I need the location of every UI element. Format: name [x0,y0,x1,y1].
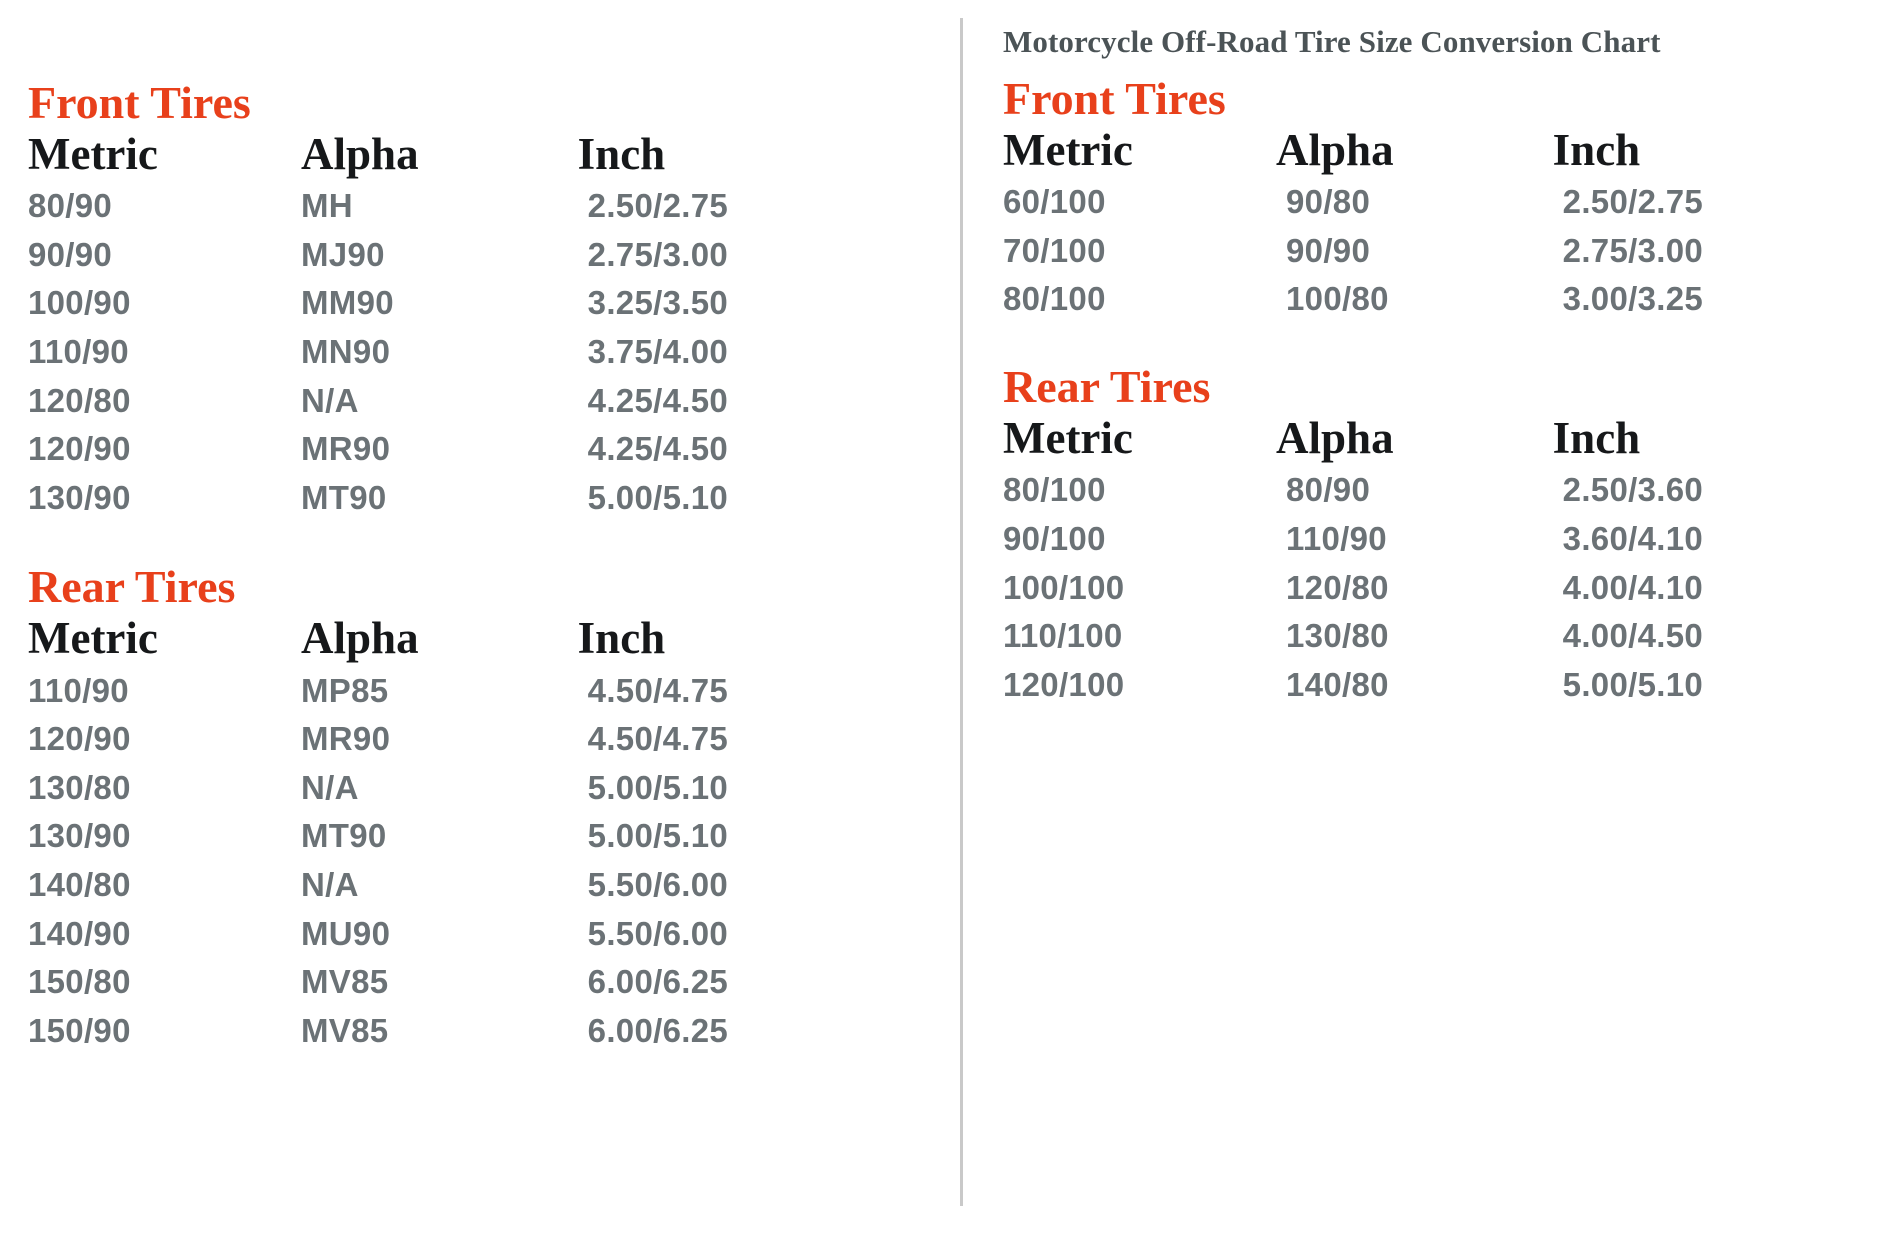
cell-inch: 3.00/3.25 [1562,280,1703,318]
left-front-tires-table [28,130,728,525]
right-rear-tires-heading: Rear Tires [1003,361,1211,413]
cell-alpha: 130/80 [1286,617,1389,655]
cell-alpha: MM90 [301,284,394,322]
table-row [1003,517,1703,566]
table-row [28,960,728,1009]
column-header-alpha: Alpha [301,613,419,664]
cell-metric: 80/100 [1003,471,1106,509]
cell-metric: 70/100 [1003,231,1106,269]
cell-metric: 130/80 [28,768,131,806]
column-header-inch: Inch [1552,412,1641,463]
table-row [28,184,728,233]
cell-alpha: MR90 [301,720,391,758]
column-header-alpha: Alpha [1276,412,1394,463]
table-row [28,814,728,863]
column-header-inch: Inch [1552,124,1641,175]
cell-alpha: MU90 [301,914,391,952]
table-row [28,281,728,330]
right-rear-tires-table [1003,414,1703,712]
cell-alpha: MJ90 [301,235,385,273]
cell-inch: 4.00/4.10 [1562,568,1703,606]
cell-alpha: MT90 [301,817,387,855]
cell-metric: 150/80 [28,963,131,1001]
cell-alpha: MP85 [301,671,389,709]
right-front-tires-heading: Front Tires [1003,73,1226,124]
cell-inch: 2.50/2.75 [587,187,728,225]
table-row [1003,663,1703,712]
table-row [28,912,728,961]
cell-alpha: N/A [301,381,359,419]
cell-metric: 110/90 [28,671,129,709]
table-row [1003,277,1703,326]
table-row [1003,566,1703,615]
cell-inch: 2.75/3.00 [1562,231,1703,269]
table-row [1003,614,1703,663]
cell-inch: 3.25/3.50 [587,284,728,322]
cell-metric: 130/90 [28,817,131,855]
table-row [28,717,728,766]
cell-alpha: MN90 [301,333,391,371]
cell-alpha: 80/90 [1286,471,1371,509]
cell-metric: 110/100 [1003,617,1123,655]
cell-metric: 140/80 [28,866,131,904]
table-row [28,1009,728,1058]
cell-inch: 5.00/5.10 [587,817,728,855]
cell-alpha: MH [301,187,353,225]
cell-inch: 5.00/5.10 [587,768,728,806]
column-header-metric: Metric [28,613,158,664]
cell-metric: 100/100 [1003,568,1125,606]
cell-alpha: MV85 [301,1011,389,1049]
left-rear-tires-table [28,614,728,1057]
table-header-row [28,614,728,669]
table-row [1003,468,1703,517]
cell-alpha: 90/90 [1286,231,1371,269]
table-row [28,233,728,282]
left-rear-tires-heading: Rear Tires [28,561,236,613]
cell-metric: 120/100 [1003,665,1125,703]
table-row [28,330,728,379]
column-header-metric: Metric [1003,412,1133,463]
cell-inch: 2.50/2.75 [1562,183,1703,221]
cell-alpha: 100/80 [1286,280,1389,318]
cell-alpha: MV85 [301,963,389,1001]
cell-inch: 4.50/4.75 [587,720,728,758]
cell-inch: 2.75/3.00 [587,235,728,273]
cell-metric: 120/90 [28,720,131,758]
left-front-tires-heading: Front Tires [28,77,251,128]
table-row [1003,229,1703,278]
cell-inch: 5.00/5.10 [1562,665,1703,703]
cell-inch: 4.25/4.50 [587,381,728,419]
table-row [28,427,728,476]
column-header-inch: Inch [577,128,666,179]
table-row [28,379,728,428]
cell-inch: 6.00/6.25 [587,963,728,1001]
cell-metric: 100/90 [28,284,131,322]
cell-alpha: N/A [301,768,359,806]
cell-inch: 2.50/3.60 [1562,471,1703,509]
cell-inch: 4.00/4.50 [1562,617,1703,655]
cell-inch: 3.75/4.00 [587,333,728,371]
cell-alpha: 120/80 [1286,568,1389,606]
cell-metric: 130/90 [28,478,131,516]
column-header-metric: Metric [28,128,158,179]
cell-metric: 90/100 [1003,519,1106,557]
cell-metric: 120/80 [28,381,131,419]
chart-title: Motorcycle Off-Road Tire Size Conversion Chart [1003,24,1661,59]
table-header-row [1003,414,1703,469]
cell-metric: 120/90 [28,430,131,468]
cell-alpha: 90/80 [1286,183,1371,221]
cell-metric: 140/90 [28,914,131,952]
table-row [28,669,728,718]
table-row [28,476,728,525]
table-row [28,766,728,815]
table-row [28,863,728,912]
cell-inch: 5.00/5.10 [587,478,728,516]
table-header-row [1003,126,1703,181]
cell-inch: 4.25/4.50 [587,430,728,468]
table-row [1003,180,1703,229]
cell-alpha: MT90 [301,478,387,516]
cell-inch: 3.60/4.10 [1562,519,1703,557]
cell-metric: 150/90 [28,1011,131,1049]
cell-metric: 110/90 [28,333,129,371]
column-header-alpha: Alpha [301,128,419,179]
offroad-tire-column [963,0,1898,1236]
column-header-alpha: Alpha [1276,124,1394,175]
cell-inch: 5.50/6.00 [587,914,728,952]
cell-alpha: MR90 [301,430,391,468]
cell-alpha: 110/90 [1286,519,1387,557]
cell-metric: 80/100 [1003,280,1106,318]
cell-inch: 4.50/4.75 [587,671,728,709]
right-front-tires-table [1003,126,1703,326]
column-header-inch: Inch [577,613,666,664]
table-header-row [28,130,728,185]
cell-inch: 5.50/6.00 [587,866,728,904]
cell-metric: 60/100 [1003,183,1106,221]
cell-metric: 90/90 [28,235,113,273]
cell-alpha: N/A [301,866,359,904]
column-header-metric: Metric [1003,124,1133,175]
cell-metric: 80/90 [28,187,113,225]
cell-inch: 6.00/6.25 [587,1011,728,1049]
cell-alpha: 140/80 [1286,665,1389,703]
